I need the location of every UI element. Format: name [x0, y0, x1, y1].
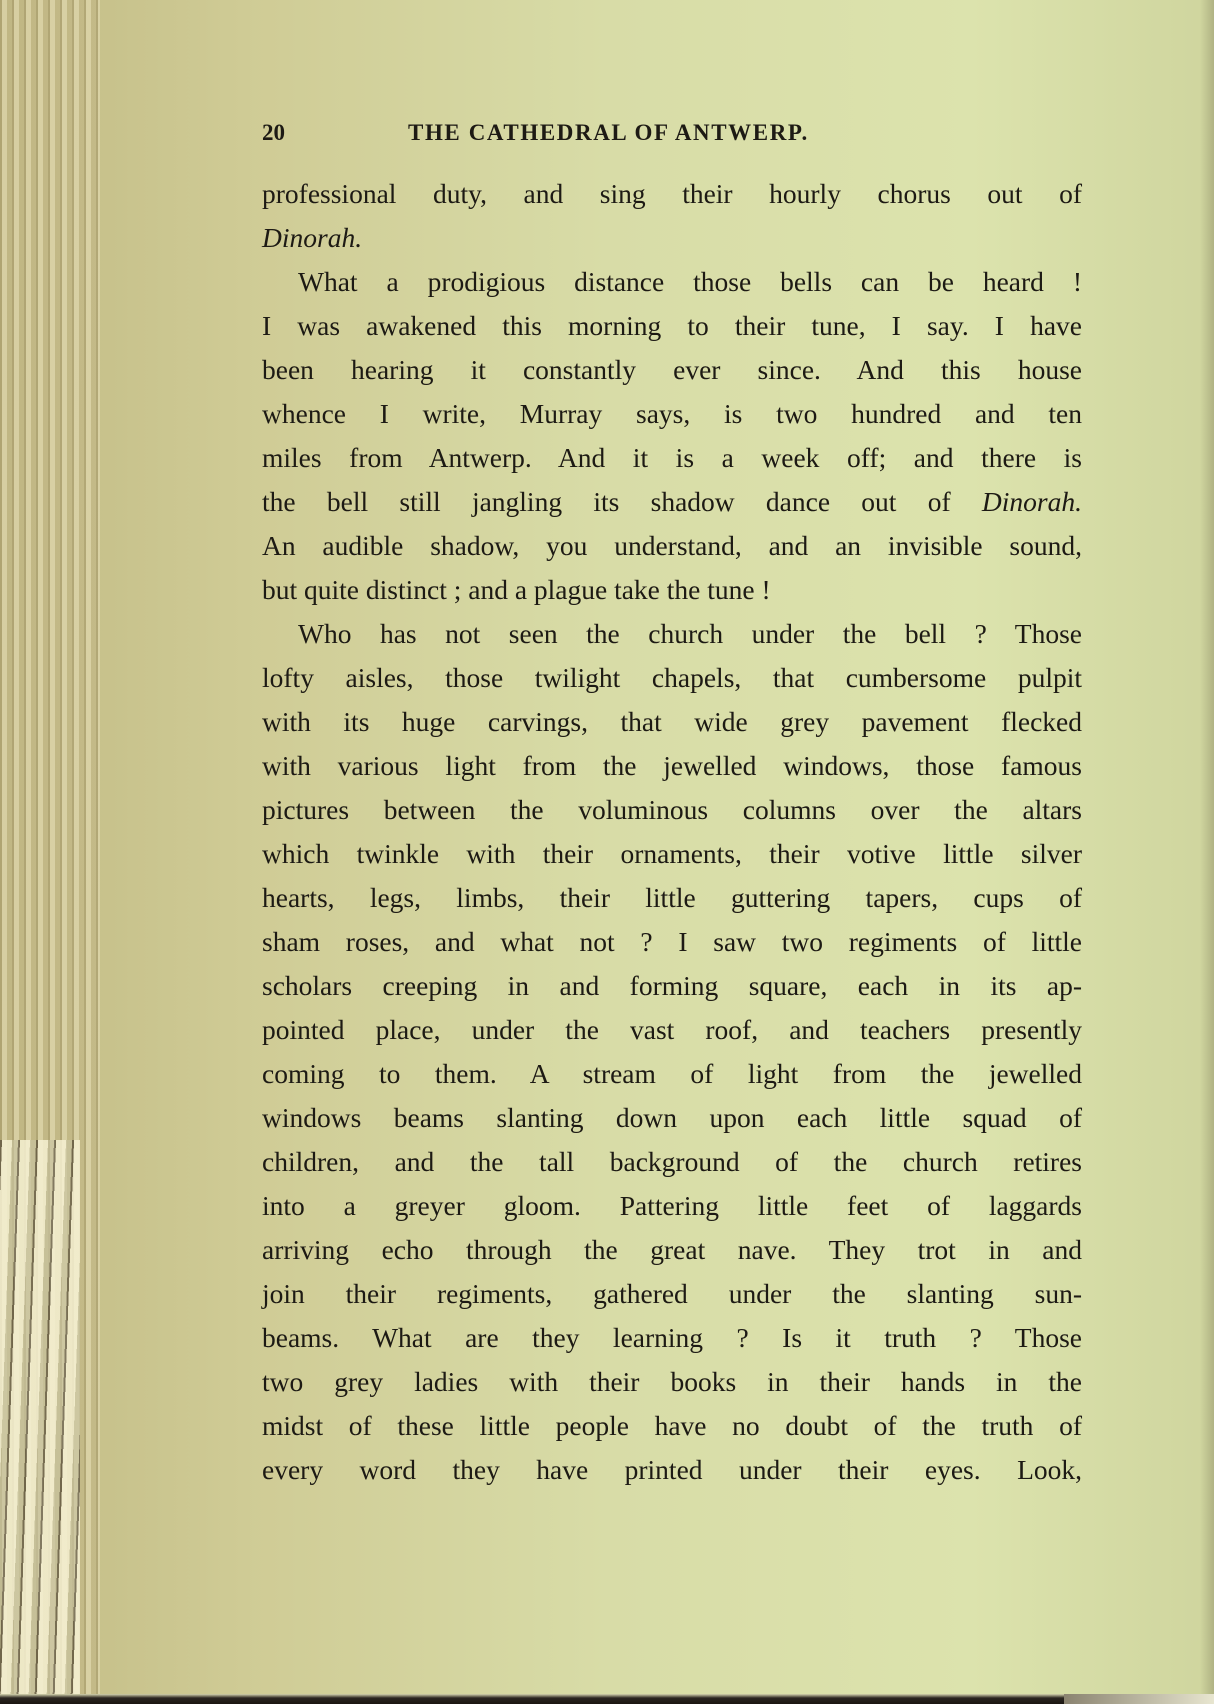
- text-line: An audible shadow, you understand, and an invisible sound,: [262, 530, 1082, 561]
- text-line: Dinorah.: [262, 222, 363, 253]
- text-line: windows beams slanting down upon each little squad of: [262, 1102, 1082, 1133]
- text-line-start: the bell still jangling its shadow dance out of: [262, 486, 951, 517]
- text-line: whence I write, Murray says, is two hundred and ten: [262, 398, 1082, 429]
- text-line: with various light from the jewelled windows, those famous: [262, 750, 1082, 781]
- text-line: pointed place, under the vast roof, and teachers presently: [262, 1014, 1082, 1045]
- page-content: [262, 120, 1082, 1492]
- text-line: midst of these little people have no doubt of the truth of: [262, 1410, 1082, 1441]
- page-stack-edges-lower: [0, 1140, 80, 1704]
- text-line: pictures between the voluminous columns over the altars: [262, 794, 1082, 825]
- text-line: which twinkle with their ornaments, their votive little silver: [262, 838, 1082, 869]
- text-line: coming to them. A stream of light from the jewelled: [262, 1058, 1082, 1089]
- text-line: been hearing it constantly ever since. And this house: [262, 354, 1082, 385]
- running-head: THE CATHEDRAL OF ANTWERP.: [408, 120, 809, 145]
- text-line: professional duty, and sing their hourly chorus out of: [262, 178, 1082, 209]
- text-line: Who has not seen the church under the bell ? Those: [298, 618, 1082, 649]
- text-line: but quite distinct ; and a plague take the tune !: [262, 574, 771, 605]
- gutter-shadow: [1200, 0, 1214, 1704]
- text-line: sham roses, and what not ? I saw two regiments of little: [262, 926, 1082, 957]
- text-line: I was awakened this morning to their tune, I say. I have: [262, 310, 1082, 341]
- text-line: two grey ladies with their books in their hands in the: [262, 1366, 1082, 1397]
- page-number: 20: [262, 120, 285, 145]
- text-line: every word they have printed under their eyes. Look,: [262, 1454, 1082, 1485]
- text-line: hearts, legs, limbs, their little guttering tapers, cups of: [262, 882, 1082, 913]
- italic-title: Dinorah.: [981, 486, 1082, 517]
- text-line: scholars creeping in and forming square, each in its ap-: [262, 970, 1082, 1001]
- text-line: join their regiments, gathered under the slanting sun-: [262, 1278, 1082, 1309]
- text-line: lofty aisles, those twilight chapels, that cumbersome pulpit: [262, 662, 1082, 693]
- text-line: [262, 480, 1082, 524]
- text-line: What a prodigious distance those bells can be heard !: [298, 266, 1082, 297]
- text-line: beams. What are they learning ? Is it truth ? Those: [262, 1322, 1082, 1353]
- text-line: arriving echo through the great nave. They trot in and: [262, 1234, 1082, 1265]
- text-line: into a greyer gloom. Pattering little feet of laggards: [262, 1190, 1082, 1221]
- page-bottom-edge: [0, 1694, 1214, 1704]
- page-header: [262, 120, 1082, 160]
- body-text: [262, 172, 1082, 1492]
- text-line: children, and the tall background of the church retires: [262, 1146, 1082, 1177]
- text-line: with its huge carvings, that wide grey pavement flecked: [262, 706, 1082, 737]
- text-line: miles from Antwerp. And it is a week off; and there is: [262, 442, 1082, 473]
